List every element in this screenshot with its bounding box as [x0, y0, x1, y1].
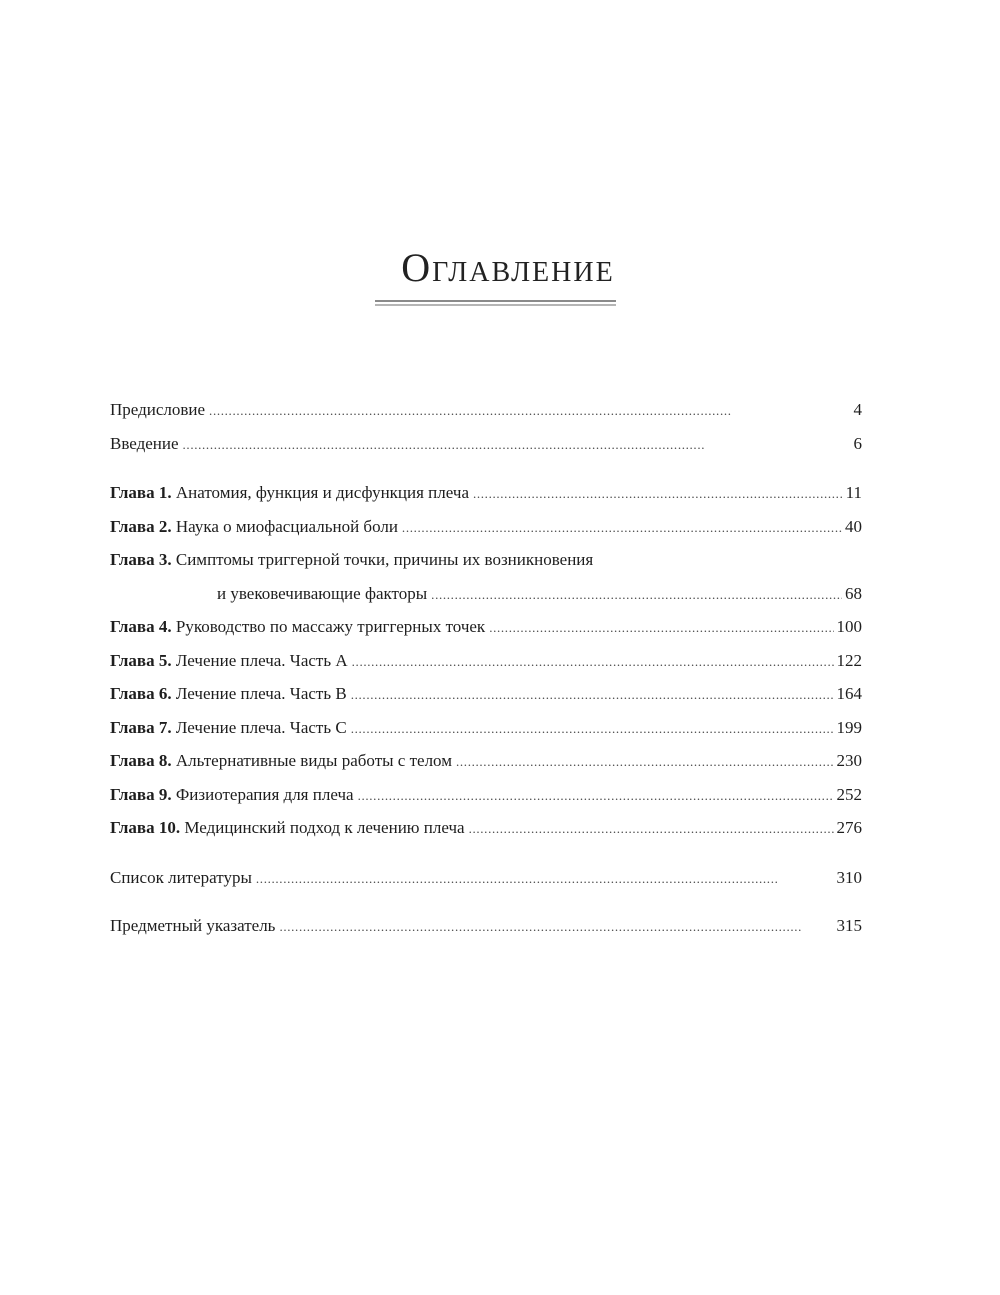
- toc-leader: [209, 394, 850, 427]
- toc-entry-chapter-4[interactable]: [110, 610, 862, 644]
- chapter-title: Наука о миофасциальной боли: [175, 516, 398, 536]
- toc-leader: [279, 910, 833, 943]
- chapter-number: Глава 8.: [110, 751, 172, 770]
- toc-page-number: 315: [836, 916, 862, 935]
- toc-entry-index[interactable]: [110, 909, 862, 943]
- chapter-title: Лечение плеча. Часть А: [175, 650, 348, 670]
- toc-page-number: 100: [836, 617, 862, 636]
- toc-page-number: 11: [845, 483, 862, 502]
- toc-entry-chapter-5[interactable]: [110, 644, 862, 678]
- toc-entry-chapter-10[interactable]: [110, 811, 862, 845]
- toc-page-number: 276: [836, 818, 862, 837]
- chapter-title: Альтернативные виды работы с телом: [175, 751, 452, 770]
- toc-leader: [431, 578, 842, 611]
- table-of-contents: [110, 393, 862, 943]
- toc-page-number: 4: [853, 400, 862, 419]
- chapter-number: Глава 7.: [110, 717, 172, 737]
- title-underline: [375, 300, 616, 306]
- toc-entry-chapter-3-continued[interactable]: [110, 577, 862, 611]
- toc-entry-label: Введение: [110, 433, 179, 453]
- chapter-title: Медицинский подход к лечению плеча: [184, 818, 465, 837]
- chapter-number: Глава 9.: [110, 784, 172, 804]
- toc-entry-preface[interactable]: [110, 393, 862, 427]
- toc-entry-label: Список литературы: [110, 867, 252, 887]
- toc-entry-bibliography[interactable]: [110, 861, 862, 895]
- toc-page-number: 230: [836, 751, 862, 770]
- chapter-number: Глава 3.: [110, 550, 172, 569]
- chapter-title: Лечение плеча. Часть С: [175, 717, 347, 737]
- toc-page-number: 199: [836, 717, 862, 737]
- chapter-number: Глава 1.: [110, 483, 172, 502]
- chapter-title: Руководство по массажу триггерных точек: [175, 617, 486, 636]
- chapter-number: Глава 6.: [110, 684, 172, 703]
- toc-entry-intro[interactable]: [110, 427, 862, 461]
- chapter-number: Глава 10.: [110, 818, 181, 837]
- chapter-title: Лечение плеча. Часть В: [175, 684, 347, 703]
- toc-leader: [473, 477, 843, 510]
- toc-leader: [352, 645, 834, 678]
- toc-leader: [183, 428, 851, 461]
- chapter-number: Глава 4.: [110, 617, 172, 636]
- page-title: Оглавление: [401, 245, 615, 290]
- toc-leader: [402, 511, 842, 544]
- toc-entry-chapter-3[interactable]: [110, 543, 862, 577]
- chapter-title: Симптомы триггерной точки, причины их возникновения: [175, 550, 594, 569]
- toc-entry-chapter-9[interactable]: [110, 778, 862, 812]
- toc-leader: [358, 779, 834, 812]
- toc-page-number: 68: [845, 583, 862, 603]
- toc-leader: [456, 745, 834, 778]
- chapter-title: Анатомия, функция и дисфункция плеча: [175, 483, 469, 502]
- toc-entry-label: Предисловие: [110, 400, 206, 419]
- toc-page-number: 6: [853, 433, 862, 453]
- toc-entry-chapter-7[interactable]: [110, 711, 862, 745]
- toc-entry-chapter-1[interactable]: [110, 476, 862, 510]
- chapter-number: Глава 5.: [110, 650, 172, 670]
- toc-page-number: 40: [845, 516, 862, 536]
- toc-leader: [351, 678, 834, 711]
- toc-leader: [256, 862, 834, 895]
- chapter-title-continued: и увековечивающие факторы: [217, 583, 428, 603]
- toc-page-number: 252: [836, 784, 862, 804]
- toc-entry-chapter-2[interactable]: [110, 510, 862, 544]
- title-block: [0, 240, 1000, 296]
- toc-leader: [351, 712, 834, 745]
- toc-entry-chapter-6[interactable]: [110, 677, 862, 711]
- chapter-title: Физиотерапия для плеча: [175, 784, 354, 804]
- toc-page-number: 122: [836, 650, 862, 670]
- chapter-number: Глава 2.: [110, 516, 172, 536]
- toc-entry-chapter-8[interactable]: [110, 744, 862, 778]
- toc-leader: [489, 611, 833, 644]
- toc-page-number: 164: [836, 684, 862, 703]
- toc-entry-label: Предметный указатель: [110, 916, 276, 935]
- toc-page-number: 310: [836, 867, 862, 887]
- toc-leader: [469, 812, 834, 845]
